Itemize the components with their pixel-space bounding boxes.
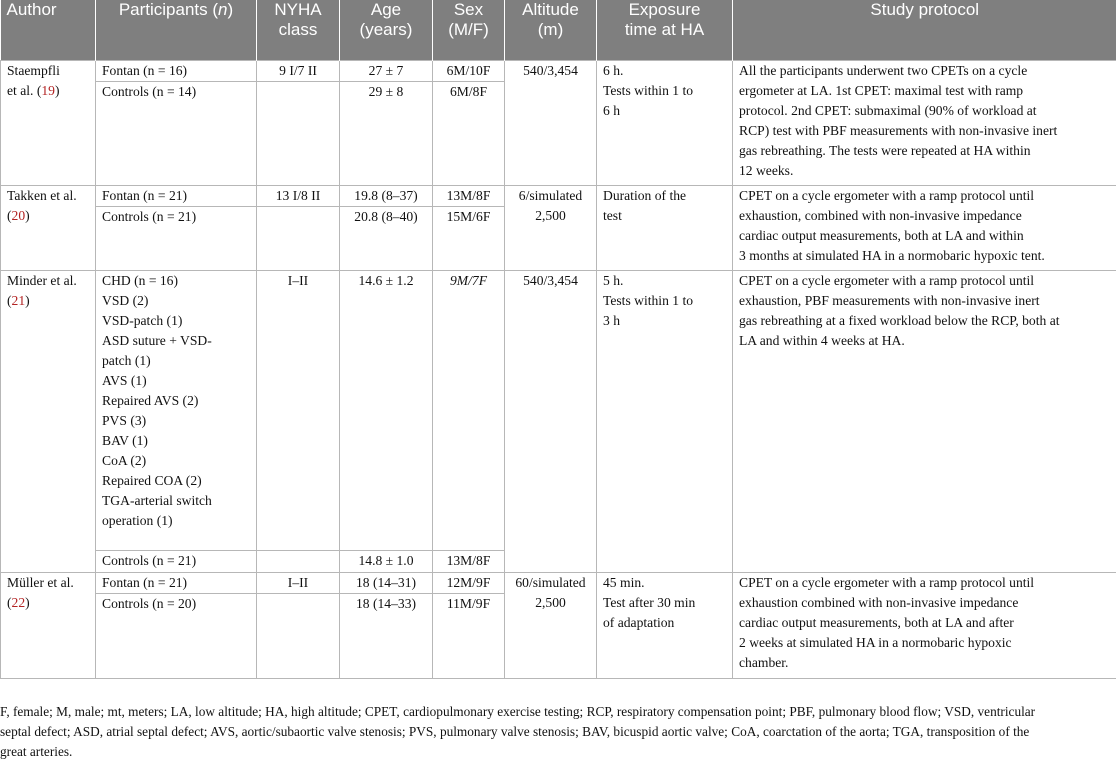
table-row [1, 270, 1116, 550]
age-cell: 18 (14–31) [340, 572, 433, 593]
exposure-cell: 6 h. Tests within 1 to 6 h [597, 60, 733, 185]
exposure-cell: 45 min. Test after 30 min of adaptation [597, 572, 733, 678]
header-altitude: Altitude (m) [505, 0, 597, 60]
protocol-cell: CPET on a cycle ergometer with a ramp protocol until exhaustion, PBF measurements with non-invasive inert gas rebreathing at a fixed workload below the RCP, both at LA and within 4 weeks at HA. [733, 270, 1116, 572]
age-cell: 19.8 (8–37) [340, 185, 433, 206]
altitude-cell: 540/3,454 [505, 60, 597, 185]
sex-cell: 13M/8F [433, 550, 505, 572]
header-protocol: Study protocol [733, 0, 1116, 60]
footnote-line: septal defect; ASD, atrial septal defect; AVS, aortic/subaortic valve stenosis; PVS, pulmonary valve stenosis; BAV, bicuspid aortic valve; CoA, coarctation of the aorta; TGA, transposition of the [0, 724, 1030, 739]
header-nyha: NYHA class [257, 0, 340, 60]
participants-cell: Controls (n = 21) [96, 550, 257, 572]
exposure-cell: 5 h. Tests within 1 to 3 h [597, 270, 733, 572]
sex-cell: 6M/8F [433, 81, 505, 185]
participants-cell: Controls (n = 14) [96, 81, 257, 185]
altitude-cell: 540/3,454 [505, 270, 597, 572]
participants-cell: Fontan (n = 16) [96, 60, 257, 81]
nyha-cell: I–II [257, 572, 340, 593]
age-cell: 20.8 (8–40) [340, 206, 433, 270]
sex-cell: 6M/10F [433, 60, 505, 81]
author-cell: Müller et al. (22) [1, 572, 96, 678]
table-row [1, 185, 1116, 206]
sex-cell: 12M/9F [433, 572, 505, 593]
exposure-cell: Duration of the test [597, 185, 733, 270]
participants-cell: Fontan (n = 21) [96, 572, 257, 593]
table-row [1, 572, 1116, 593]
header-sex: Sex (M/F) [433, 0, 505, 60]
participants-cell: CHD (n = 16) VSD (2) VSD-patch (1) ASD suture + VSD- patch (1) AVS (1) Repaired AVS (2) PVS (3) BAV (1) CoA (2) Repaired COA (2) TGA-arterial switch operation (1) [96, 270, 257, 550]
age-cell: 29 ± 8 [340, 81, 433, 185]
nyha-cell: 9 I/7 II [257, 60, 340, 81]
nyha-cell: 13 I/8 II [257, 185, 340, 206]
age-cell: 27 ± 7 [340, 60, 433, 81]
author-cell: Staempfli et al. (19) [1, 60, 96, 185]
protocol-cell: All the participants underwent two CPETs on a cycle ergometer at LA. 1st CPET: maximal test with ramp protocol. 2nd CPET: submaximal (90% of workload at RCP) test with PBF measurements with non-invasive inert gas rebreathing. The tests were repeated at HA within 12 weeks. [733, 60, 1116, 185]
citation-link[interactable]: 21 [11, 292, 26, 308]
citation-link[interactable]: 19 [41, 82, 55, 98]
citation-link[interactable]: 20 [11, 207, 26, 223]
participants-cell: Controls (n = 20) [96, 593, 257, 678]
header-participants: Participants (n) [96, 0, 257, 60]
age-cell: 14.6 ± 1.2 [340, 270, 433, 550]
footnote-line: great arteries. [0, 744, 73, 759]
altitude-cell: 6/simulated 2,500 [505, 185, 597, 270]
nyha-cell [257, 593, 340, 678]
age-cell: 14.8 ± 1.0 [340, 550, 433, 572]
header-row [1, 0, 1116, 60]
table-row [1, 60, 1116, 81]
footnote-line: F, female; M, male; mt, meters; LA, low altitude; HA, high altitude; CPET, cardiopulmonary exercise testing; RCP, respiratory compensation point; PBF, pulmonary blood flow; VSD, ventricular [0, 704, 1036, 719]
sex-cell: 13M/8F [433, 185, 505, 206]
nyha-cell: I–II [257, 270, 340, 550]
protocol-cell: CPET on a cycle ergometer with a ramp protocol until exhaustion, combined with non-invasive impedance cardiac output measurements, both at LA and within 3 months at simulated HA in a normobaric hypoxic tent. [733, 185, 1116, 270]
citation-link[interactable]: 22 [11, 594, 26, 610]
nyha-cell [257, 550, 340, 572]
sex-cell: 11M/9F [433, 593, 505, 678]
participants-cell: Fontan (n = 21) [96, 185, 257, 206]
nyha-cell [257, 206, 340, 270]
nyha-cell [257, 81, 340, 185]
header-age: Age (years) [340, 0, 433, 60]
author-cell: Minder et al. (21) [1, 270, 96, 572]
protocol-cell: CPET on a cycle ergometer with a ramp protocol until exhaustion combined with non-invasive impedance cardiac output measurements, both at LA and after 2 weeks at simulated HA in a normobaric hypoxic chamber. [733, 572, 1116, 678]
age-cell: 18 (14–33) [340, 593, 433, 678]
header-author: Author [1, 0, 96, 60]
sex-cell: 15M/6F [433, 206, 505, 270]
header-exposure: Exposure time at HA [597, 0, 733, 60]
participants-cell: Controls (n = 21) [96, 206, 257, 270]
sex-cell: 9M/7F [433, 270, 505, 550]
author-cell: Takken et al. (20) [1, 185, 96, 270]
altitude-cell: 60/simulated 2,500 [505, 572, 597, 678]
table-footnote [0, 702, 1116, 762]
